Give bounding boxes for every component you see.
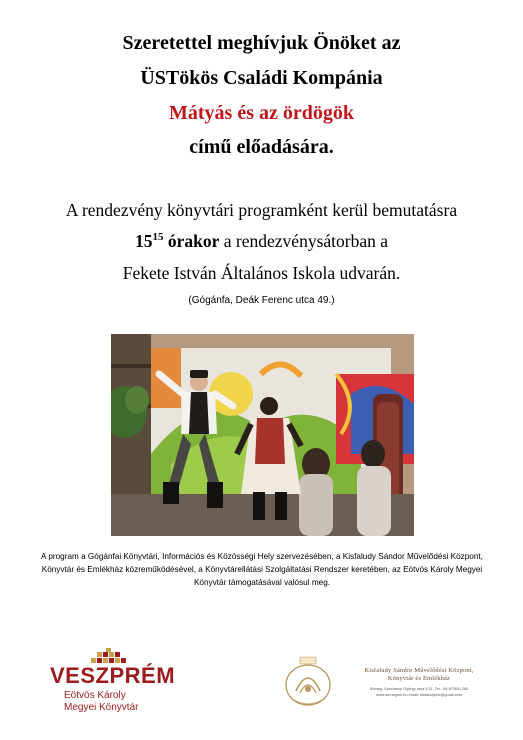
kisfaludy-name-line-2: Könyvtár és Emlékház: [387, 675, 451, 682]
crown-pattern-icon: [87, 648, 137, 664]
program-line-2: [0, 230, 523, 252]
veszprem-logo-subtitle-2: Megyei Könyvtár: [64, 702, 139, 713]
veszprem-logo-subtitle-1: Eötvös Károly: [64, 690, 126, 701]
event-time-hour: 15: [135, 231, 153, 251]
event-time-suffix: órakor: [163, 231, 220, 251]
kisfaludy-logo-text: [344, 667, 494, 698]
veszprem-library-logo: [50, 648, 190, 718]
kisfaludy-name-line-1: Kisfaludy Sándor Művelődési Központ,: [364, 667, 474, 674]
kisfaludy-emblem-icon: [278, 655, 338, 710]
invitation-line-1: Szeretettel meghívjuk Önöket az: [122, 32, 401, 54]
company-name: ÜSTökös Családi Kompánia: [140, 67, 383, 89]
credits-text: A program a Gógánfai Könyvtári, Információs és Közösségi Hely szervezésében, a Kisfaludy Sándor Művelődési Központ, Könyvtár és Emlékház közreműködésével, a Könyvtárellátási Szolgáltatási Rendszer keretében, az Eötvös Károly Megyei Könyvtár támogatásával valósul meg.: [41, 552, 483, 587]
kisfaludy-contact: www.sumegmk.hu email: kisfaludymk@gmail.com: [375, 692, 463, 697]
event-time-minute: 15: [152, 231, 164, 243]
veszprem-logo-name: VESZPRÉM: [50, 663, 176, 688]
program-line-2-rest: a rendezvénysátorban a: [219, 231, 388, 251]
kisfaludy-address: Sümeg, Széchenyi György utca 9-11. Tel.: 06-87/550-265: [369, 686, 469, 691]
performance-photo: [111, 334, 414, 536]
play-title: Mátyás és az ördögök: [169, 102, 354, 124]
veszprem-logo-subtitle: [64, 690, 138, 714]
invitation-line-4: című előadására.: [189, 136, 334, 158]
program-line-3: Fekete István Általános Iskola udvarán.: [122, 263, 401, 283]
venue-address: (Gógánfa, Deák Ferenc utca 49.): [188, 295, 335, 306]
event-time: [135, 231, 219, 251]
program-line-1: A rendezvény könyvtári programként kerül bemutatásra: [65, 200, 458, 220]
